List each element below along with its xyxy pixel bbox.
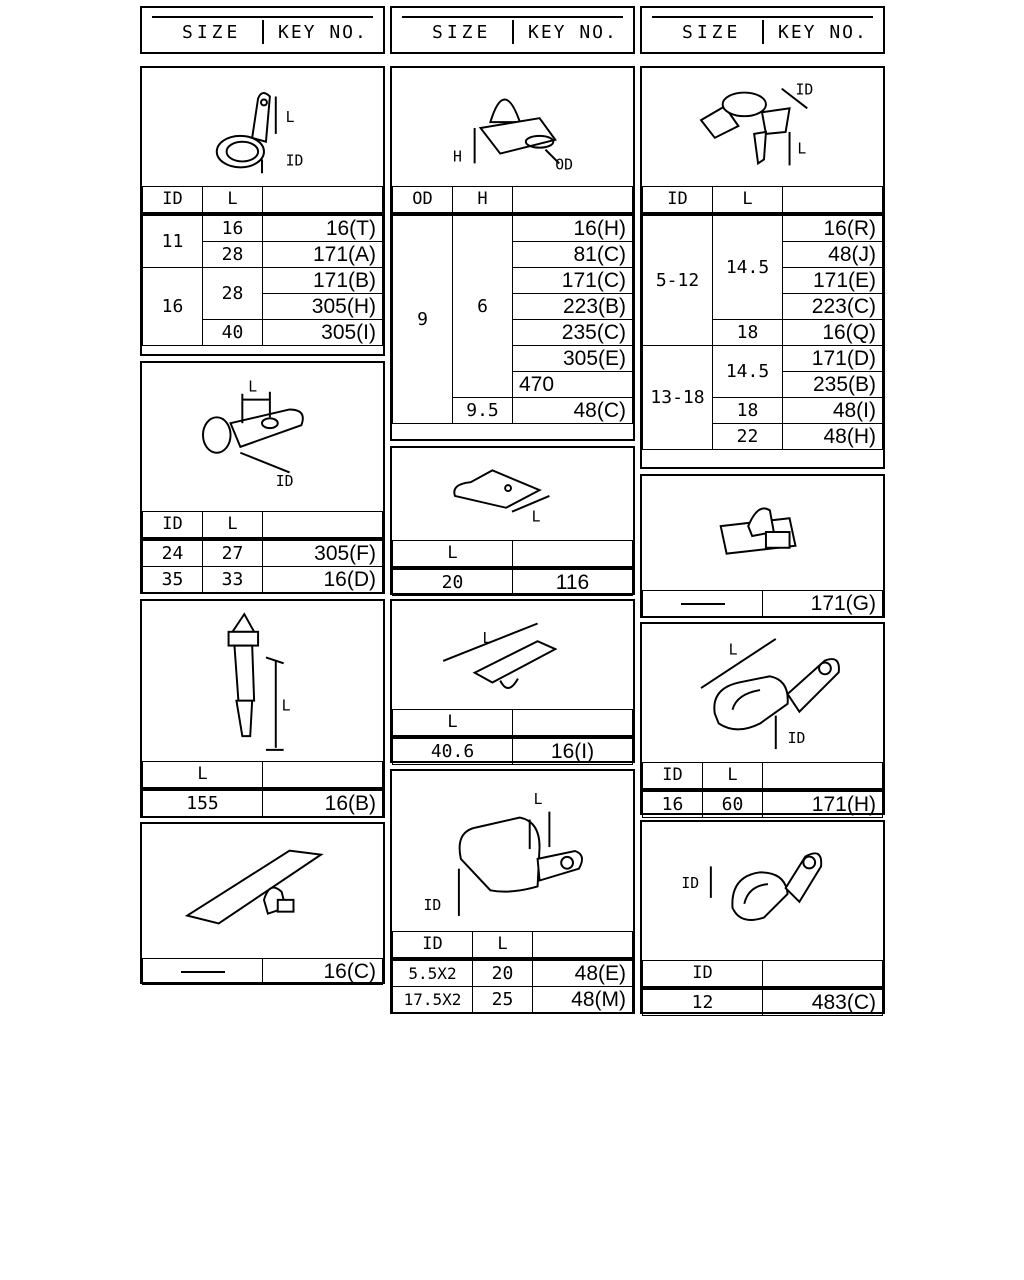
double-clip-table: [392, 931, 633, 1013]
cell-id: 35: [143, 567, 203, 593]
spring-clip-table: [392, 540, 633, 596]
cell-key: 171(B): [263, 268, 383, 294]
cell-key: 171(D): [783, 346, 883, 372]
cell-key: 16(H): [513, 214, 633, 242]
cell-l: 25: [473, 987, 533, 1013]
panel-strap-clip: [140, 822, 385, 984]
col-l: L: [203, 512, 263, 540]
no-size-dash: [143, 959, 263, 985]
dim-l: L: [531, 508, 541, 526]
cell-key: 483(C): [763, 988, 883, 1016]
cell-key: 223(C): [783, 294, 883, 320]
panel-spring-clip: [390, 446, 635, 595]
col-h: H: [453, 187, 513, 215]
pipe-fastener-figure: [392, 68, 633, 186]
pipe-clip-figure: [142, 68, 383, 186]
col-key: [263, 762, 383, 790]
col-key: [783, 187, 883, 215]
cell-key: 171(C): [513, 268, 633, 294]
table-row: [393, 987, 633, 1013]
table-row: [143, 959, 383, 985]
connector-clip-figure: [642, 476, 883, 590]
col-id: ID: [143, 512, 203, 540]
panel-push-in-clip: [640, 66, 885, 469]
cell-key: 16(C): [263, 959, 383, 985]
cell-key: 171(E): [783, 268, 883, 294]
cell-l: 27: [203, 539, 263, 567]
cell-key: 48(C): [513, 398, 633, 424]
plate-clip-table: [392, 709, 633, 765]
col-id: ID: [393, 932, 473, 960]
pipe-fastener-table: [392, 186, 633, 424]
cell-l: 155: [143, 789, 263, 817]
dim-l: L: [482, 630, 492, 648]
col-id: ID: [143, 187, 203, 215]
cell-key: 305(H): [263, 294, 383, 320]
cell-l: 16: [203, 214, 263, 242]
header-col-1: [140, 6, 385, 54]
cell-h: 6: [453, 214, 513, 398]
cable-tie-table: [142, 761, 383, 817]
size-label: SIZE: [432, 22, 492, 43]
cell-l: 33: [203, 567, 263, 593]
table-row: [393, 214, 633, 242]
col-id: ID: [643, 961, 763, 989]
col-od: OD: [393, 187, 453, 215]
dim-h: H: [452, 148, 462, 166]
key-label: KEY NO.: [778, 22, 868, 43]
cell-key: 305(I): [263, 320, 383, 346]
cell-l: 18: [713, 320, 783, 346]
cell-l: 28: [203, 242, 263, 268]
col-key: [763, 763, 883, 791]
dim-l: L: [728, 641, 738, 659]
cell-id: 13-18: [643, 346, 713, 450]
panel-double-clip: [390, 769, 635, 1014]
cell-key: 48(E): [533, 959, 633, 987]
dim-l: L: [285, 109, 295, 127]
col-key: [513, 187, 633, 215]
col-key: [533, 932, 633, 960]
col-id: ID: [643, 763, 703, 791]
cell-key: 81(C): [513, 242, 633, 268]
table-row: [643, 591, 883, 617]
cell-l: 20: [393, 568, 513, 596]
cell-key: 48(I): [783, 398, 883, 424]
dim-id: ID: [275, 473, 294, 491]
dim-od: OD: [555, 156, 574, 174]
cell-id: 5.5X2: [393, 959, 473, 987]
col-key: [763, 961, 883, 989]
col-key: [513, 541, 633, 569]
push-in-clip-figure: [642, 68, 883, 186]
p-clamp-figure: [642, 822, 883, 960]
col-key: [263, 187, 383, 215]
cell-key: 48(J): [783, 242, 883, 268]
col-l: L: [473, 932, 533, 960]
cell-od: 9: [393, 214, 453, 424]
table-row: [643, 346, 883, 372]
cell-key: 48(M): [533, 987, 633, 1013]
table-row: [643, 988, 883, 1016]
dim-id: ID: [787, 730, 806, 748]
no-size-dash: [643, 591, 763, 617]
col-l: L: [393, 541, 513, 569]
cell-id: 16: [143, 268, 203, 346]
size-label: SIZE: [182, 22, 242, 43]
panel-plate-clip: [390, 599, 635, 763]
table-row: [143, 539, 383, 567]
cell-l: 22: [713, 424, 783, 450]
cell-h: 9.5: [453, 398, 513, 424]
cable-tie-figure: [142, 601, 383, 761]
header-col-3: [640, 6, 885, 54]
cell-key: 223(B): [513, 294, 633, 320]
cell-l: 40.6: [393, 737, 513, 765]
table-row: [393, 568, 633, 596]
key-label: KEY NO.: [528, 22, 618, 43]
cell-key: 235(C): [513, 320, 633, 346]
cell-l: 60: [703, 790, 763, 818]
col-l: L: [143, 762, 263, 790]
panel-pipe-clip: [140, 66, 385, 356]
cell-key: 171(G): [763, 591, 883, 617]
strap-clip-table: [142, 958, 383, 985]
cell-key: 16(T): [263, 214, 383, 242]
loop-clip-table: [642, 762, 883, 818]
header-col-2: [390, 6, 635, 54]
cell-key: 16(D): [263, 567, 383, 593]
dim-l: L: [248, 378, 258, 396]
size-label: SIZE: [682, 22, 742, 43]
panel-pipe-fastener: [390, 66, 635, 441]
cell-l: 14.5: [713, 346, 783, 398]
cell-l: 40: [203, 320, 263, 346]
dim-id: ID: [423, 897, 442, 915]
cell-key: 16(R): [783, 214, 883, 242]
panel-connector-clip: [640, 474, 885, 618]
dim-l: L: [533, 790, 543, 808]
col-l: L: [393, 710, 513, 738]
col-id: ID: [643, 187, 713, 215]
double-clip-figure: [392, 771, 633, 931]
cell-l: 18: [713, 398, 783, 424]
pipe-clip-table: [142, 186, 383, 346]
cell-key: 470: [513, 372, 633, 398]
col-l: L: [703, 763, 763, 791]
cell-id: 12: [643, 988, 763, 1016]
key-label: KEY NO.: [278, 22, 368, 43]
table-row: [643, 214, 883, 242]
table-row: [143, 789, 383, 817]
col-key: [263, 512, 383, 540]
cell-id: 11: [143, 214, 203, 268]
dim-l: L: [281, 697, 291, 715]
dim-id: ID: [285, 152, 304, 170]
table-row: [143, 268, 383, 294]
spring-clip-figure: [392, 448, 633, 540]
cell-key: 235(B): [783, 372, 883, 398]
connector-clip-table: [642, 590, 883, 617]
cell-l: 14.5: [713, 214, 783, 320]
panel-p-clamp: [640, 820, 885, 1014]
col-key: [513, 710, 633, 738]
cell-key: 305(E): [513, 346, 633, 372]
table-row: [643, 790, 883, 818]
cell-id: 24: [143, 539, 203, 567]
cell-key: 305(F): [263, 539, 383, 567]
col-l: L: [713, 187, 783, 215]
cell-key: 16(B): [263, 789, 383, 817]
p-clamp-table: [642, 960, 883, 1016]
cell-key: 171(H): [763, 790, 883, 818]
cell-l: 28: [203, 268, 263, 320]
panel-cable-tie: [140, 599, 385, 818]
table-row: [393, 737, 633, 765]
cell-key: 16(Q): [783, 320, 883, 346]
table-row: [143, 567, 383, 593]
panel-flat-clip: [140, 361, 385, 594]
dim-id: ID: [681, 875, 700, 893]
table-row: [143, 214, 383, 242]
cell-id: 16: [643, 790, 703, 818]
cell-key: 116: [513, 568, 633, 596]
dim-l: L: [797, 140, 807, 158]
dim-id: ID: [795, 81, 814, 99]
plate-clip-figure: [392, 601, 633, 709]
flat-clip-figure: [142, 363, 383, 511]
cell-id: 17.5X2: [393, 987, 473, 1013]
col-l: L: [203, 187, 263, 215]
cell-id: 5-12: [643, 214, 713, 346]
cell-key: 171(A): [263, 242, 383, 268]
strap-clip-figure: [142, 824, 383, 958]
flat-clip-table: [142, 511, 383, 593]
push-in-clip-table: [642, 186, 883, 450]
loop-clip-figure: [642, 624, 883, 762]
table-row: [393, 959, 633, 987]
cell-key: 48(H): [783, 424, 883, 450]
cell-l: 20: [473, 959, 533, 987]
panel-loop-clip: [640, 622, 885, 815]
cell-key: 16(I): [513, 737, 633, 765]
